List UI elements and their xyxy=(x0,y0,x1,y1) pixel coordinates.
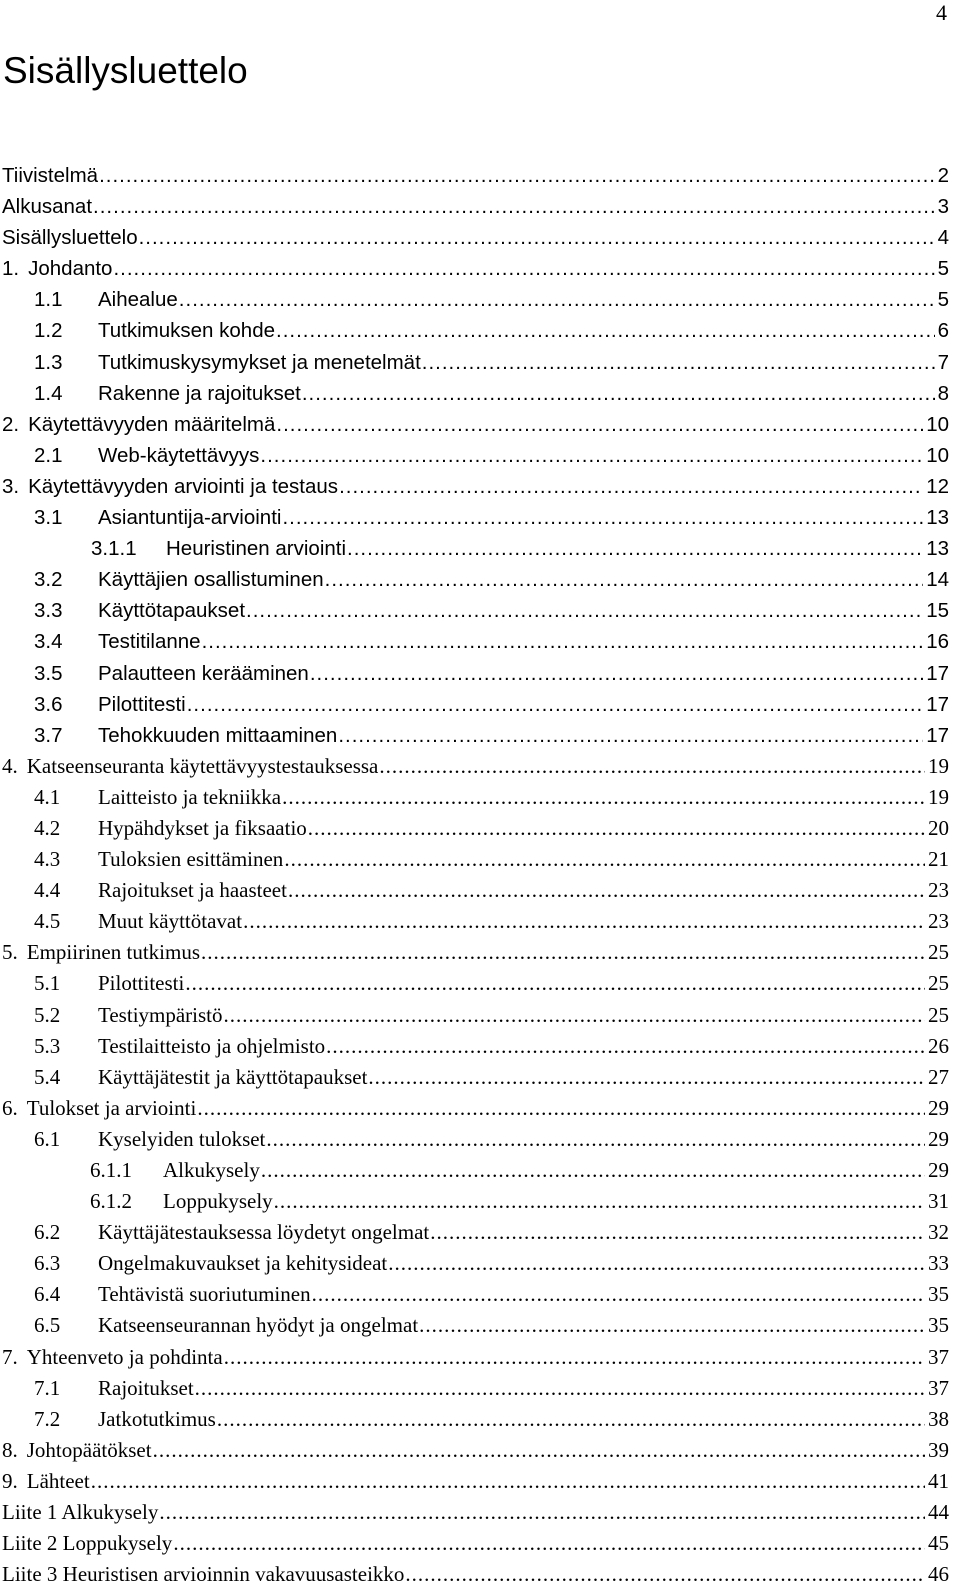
toc-entry-title: Rajoitukset xyxy=(98,1375,194,1400)
toc-entry-page: 17 xyxy=(926,661,949,685)
toc-entry[interactable] xyxy=(2,595,949,626)
toc-entry[interactable] xyxy=(2,1031,949,1062)
toc-entry-number: 1.1 xyxy=(34,288,63,312)
toc-entry-number: 1.4 xyxy=(34,381,63,405)
dot-leader xyxy=(419,1310,925,1341)
dot-leader xyxy=(276,315,935,346)
toc-entry-title: Rakenne ja rajoitukset xyxy=(98,381,301,405)
dot-leader xyxy=(405,1559,925,1590)
toc-entry[interactable] xyxy=(2,1124,949,1155)
dot-leader xyxy=(282,782,925,813)
toc-entry[interactable] xyxy=(2,1217,949,1248)
toc-entry[interactable] xyxy=(2,378,949,409)
toc-entry-title: Laitteisto ja tekniikka xyxy=(98,784,282,809)
toc-entry-title: Katseenseurannan hyödyt ja ongelmat xyxy=(98,1313,419,1338)
toc-entry[interactable] xyxy=(2,844,949,875)
toc-entry-page: 3 xyxy=(937,195,949,219)
toc-entry-page: 41 xyxy=(928,1468,949,1493)
dot-leader xyxy=(422,347,935,378)
toc-entry-number: 8. xyxy=(2,1437,18,1462)
dot-leader xyxy=(325,564,924,595)
toc-entry-title: Tehokkuuden mittaaminen xyxy=(98,723,338,747)
dot-leader xyxy=(197,1093,925,1124)
dot-leader xyxy=(266,1124,925,1155)
toc-entry-title: Muut käyttötavat xyxy=(98,909,243,934)
toc-entry-title: Liite 2 Loppukysely xyxy=(2,1531,173,1556)
toc-entry-title: Käyttäjätestauksessa löydetyt ongelmat xyxy=(98,1220,430,1245)
toc-entry-number: 6.5 xyxy=(34,1313,61,1338)
toc-entry-page: 13 xyxy=(926,506,949,530)
toc-entry-number: 3.2 xyxy=(34,568,63,592)
page-title: Sisällysluettelo xyxy=(3,50,248,91)
toc-entry[interactable] xyxy=(2,1404,949,1435)
toc-entry-title: Loppukysely xyxy=(163,1189,273,1214)
toc-entry-number: 3.4 xyxy=(34,630,63,654)
toc-entry-title: Tulokset ja arviointi xyxy=(26,1095,197,1120)
toc-entry-page: 7 xyxy=(937,350,949,374)
toc-entry-title: Hypähdykset ja fiksaatio xyxy=(98,815,307,840)
toc-entry-title: Tiivistelmä xyxy=(2,164,99,187)
toc-entry[interactable] xyxy=(2,1528,949,1559)
toc-entry-title: Alkukysely xyxy=(163,1158,260,1182)
toc-entry[interactable] xyxy=(2,191,949,222)
toc-entry[interactable] xyxy=(2,1497,949,1528)
toc-entry[interactable] xyxy=(2,564,949,595)
toc-entry[interactable] xyxy=(2,906,949,937)
toc-entry-number: 1.3 xyxy=(34,350,63,374)
toc-entry-title: Pilottitesti xyxy=(98,971,185,996)
toc-entry[interactable] xyxy=(2,1435,949,1466)
toc-entry-title: Yhteenveto ja pohdinta xyxy=(26,1344,223,1369)
toc-entry-page: 2 xyxy=(937,164,949,187)
toc-entry-page: 29 xyxy=(928,1158,949,1182)
dot-leader xyxy=(153,1435,925,1466)
toc-entry-title: Käytettävyyden arviointi ja testaus xyxy=(28,474,339,498)
toc-entry-page: 27 xyxy=(928,1064,949,1089)
toc-entry-number: 4. xyxy=(2,753,18,778)
toc-entry-title: Tuloksien esittäminen xyxy=(98,847,284,872)
toc-entry[interactable] xyxy=(2,937,949,968)
toc-entry-page: 5 xyxy=(937,257,949,281)
toc-entry[interactable] xyxy=(2,284,949,315)
dot-leader xyxy=(338,720,923,751)
toc-entry-title: Kyselyiden tulokset xyxy=(98,1126,266,1151)
dot-leader xyxy=(113,253,934,284)
dot-leader xyxy=(347,533,923,564)
toc-entry[interactable] xyxy=(2,1373,949,1404)
toc-entry-page: 20 xyxy=(928,815,949,840)
toc-entry-number: 7.2 xyxy=(34,1406,61,1431)
toc-entry-number: 6.1.2 xyxy=(90,1189,132,1214)
toc-entry-title: Pilottitesti xyxy=(98,692,186,716)
toc-entry-page: 37 xyxy=(928,1375,949,1400)
toc-entry-number: 5.3 xyxy=(34,1033,61,1058)
toc-entry-number: 6.1 xyxy=(34,1126,61,1151)
toc-entry-number: 2. xyxy=(2,412,20,436)
toc-entry-title: Lähteet xyxy=(26,1468,90,1493)
toc-entry[interactable] xyxy=(2,347,949,378)
toc-entry-page: 19 xyxy=(928,753,949,778)
dot-leader xyxy=(246,595,923,626)
toc-entry-page: 15 xyxy=(926,599,949,623)
toc-entry[interactable] xyxy=(2,1342,949,1373)
toc-entry-number: 7. xyxy=(2,1344,18,1369)
toc-entry-page: 4 xyxy=(937,226,949,250)
toc-entry[interactable] xyxy=(2,253,949,284)
toc-entry-page: 23 xyxy=(928,909,949,934)
toc-entry-number: 4.5 xyxy=(34,909,61,934)
toc-entry-page: 26 xyxy=(928,1033,949,1058)
toc-entry-number: 5. xyxy=(2,940,18,965)
toc-entry-number: 9. xyxy=(2,1468,18,1493)
dot-leader xyxy=(99,160,935,191)
toc-entry-number: 7.1 xyxy=(34,1375,61,1400)
toc-entry[interactable] xyxy=(2,315,949,346)
toc-entry[interactable] xyxy=(2,160,949,191)
toc-entry-title: Asiantuntija-arviointi xyxy=(98,506,282,530)
dot-leader xyxy=(217,1404,925,1435)
dot-leader xyxy=(187,689,923,720)
toc-entry[interactable] xyxy=(2,1466,949,1497)
toc-entry-title: Tutkimuksen kohde xyxy=(98,319,275,343)
toc-entry[interactable] xyxy=(2,440,949,471)
toc-entry-number: 4.3 xyxy=(34,847,61,872)
dot-leader xyxy=(202,626,924,657)
toc-entry[interactable] xyxy=(2,1310,949,1341)
dot-leader xyxy=(195,1373,925,1404)
toc-entry-title: Testiympäristö xyxy=(98,1002,223,1027)
toc-entry-title: Käytettävyyden määritelmä xyxy=(28,412,276,436)
toc-entry[interactable] xyxy=(2,626,949,657)
toc-entry-number: 3.1.1 xyxy=(91,537,137,561)
toc-entry-page: 8 xyxy=(937,381,949,405)
toc-entry-title: Käyttötapaukset xyxy=(98,599,246,623)
toc-entry[interactable] xyxy=(2,813,949,844)
toc-entry[interactable] xyxy=(2,1062,949,1093)
dot-leader xyxy=(159,1497,925,1528)
toc-entry-page: 45 xyxy=(928,1531,949,1556)
toc-entry-title: Alkusanat xyxy=(2,195,93,219)
toc-entry-page: 31 xyxy=(928,1189,949,1214)
toc-entry-number: 3.5 xyxy=(34,661,63,685)
toc-entry-number: 5.2 xyxy=(34,1002,61,1027)
toc-entry-page: 25 xyxy=(928,1002,949,1027)
toc-entry-number: 3.6 xyxy=(34,692,63,716)
toc-entry-number: 4.4 xyxy=(34,878,61,903)
toc-entry[interactable] xyxy=(2,471,949,502)
toc-entry-page: 13 xyxy=(926,537,949,561)
toc-entry-number: 2.1 xyxy=(34,443,63,467)
dot-leader xyxy=(261,1155,925,1186)
toc-entry-page: 29 xyxy=(928,1126,949,1151)
page-number: 4 xyxy=(936,0,947,25)
toc-entry[interactable] xyxy=(2,751,949,782)
toc-entry[interactable] xyxy=(2,782,949,813)
toc-entry[interactable] xyxy=(2,720,949,751)
toc-entry-number: 6.4 xyxy=(34,1282,61,1307)
toc-entry-number: 5.1 xyxy=(34,971,61,996)
toc-entry-page: 23 xyxy=(928,878,949,903)
toc-entry-page: 38 xyxy=(928,1406,949,1431)
toc-entry[interactable] xyxy=(2,875,949,906)
toc-entry-title: Heuristinen arviointi xyxy=(166,537,347,561)
dot-leader xyxy=(326,1031,925,1062)
toc-entry-page: 37 xyxy=(928,1344,949,1369)
toc-entry-title: Katseenseuranta käytettävyystestauksessa xyxy=(26,753,379,778)
toc-entry-number: 4.2 xyxy=(34,815,61,840)
toc-entry-page: 35 xyxy=(928,1313,949,1338)
toc-entry[interactable] xyxy=(2,658,949,689)
toc-entry-page: 14 xyxy=(926,568,949,592)
toc-entry-page: 44 xyxy=(928,1500,949,1525)
toc-entry-title: Jatkotutkimus xyxy=(98,1406,216,1431)
toc-entry-page: 17 xyxy=(926,692,949,716)
toc-entry-title: Liite 1 Alkukysely xyxy=(2,1500,159,1525)
toc-entry-title: Liite 3 Heuristisen arvioinnin vakavuusasteikko xyxy=(2,1562,405,1587)
table-of-contents xyxy=(2,160,949,1590)
toc-entry-page: 32 xyxy=(928,1220,949,1245)
toc-entry-page: 21 xyxy=(928,847,949,872)
toc-entry-page: 33 xyxy=(928,1251,949,1276)
toc-entry[interactable] xyxy=(2,1248,949,1279)
toc-entry-title: Testitilanne xyxy=(98,630,201,654)
toc-entry-page: 16 xyxy=(926,630,949,654)
toc-entry[interactable] xyxy=(2,222,949,253)
toc-entry-number: 6.2 xyxy=(34,1220,61,1245)
toc-entry-title: Käyttäjätestit ja käyttötapaukset xyxy=(98,1064,368,1089)
toc-entry-page: 35 xyxy=(928,1282,949,1307)
toc-entry-title: Ongelmakuvaukset ja kehitysideat xyxy=(98,1251,388,1276)
dot-leader xyxy=(173,1528,925,1559)
dot-leader xyxy=(339,471,923,502)
dot-leader xyxy=(243,906,925,937)
toc-entry-number: 3.1 xyxy=(34,506,63,530)
toc-entry-page: 6 xyxy=(937,319,949,343)
toc-entry-number: 4.1 xyxy=(34,784,61,809)
toc-entry-number: 1.2 xyxy=(34,319,63,343)
toc-entry-number: 3.3 xyxy=(34,599,63,623)
toc-entry-title: Aihealue xyxy=(98,288,178,312)
dot-leader xyxy=(302,378,935,409)
toc-entry-title: Empiirinen tutkimus xyxy=(26,940,200,965)
dot-leader xyxy=(224,1342,925,1373)
toc-entry-page: 46 xyxy=(928,1562,949,1587)
toc-entry-title: Rajoitukset ja haasteet xyxy=(98,878,287,903)
toc-entry-number: 6.3 xyxy=(34,1251,61,1276)
toc-entry[interactable] xyxy=(2,533,949,564)
toc-entry-title: Johtopäätökset xyxy=(26,1437,152,1462)
toc-entry[interactable] xyxy=(2,1559,949,1590)
toc-entry-title: Palautteen kerääminen xyxy=(98,661,309,685)
dot-leader xyxy=(93,191,935,222)
dot-leader xyxy=(91,1466,925,1497)
toc-entry-page: 29 xyxy=(928,1095,949,1120)
toc-entry-title: Johdanto xyxy=(28,257,113,281)
dot-leader xyxy=(430,1217,925,1248)
toc-entry[interactable] xyxy=(2,1155,949,1186)
toc-entry-title: Tehtävistä suoriutuminen xyxy=(98,1282,311,1307)
toc-entry[interactable] xyxy=(2,502,949,533)
toc-entry-number: 1. xyxy=(2,257,20,281)
toc-entry-page: 19 xyxy=(928,784,949,809)
dot-leader xyxy=(139,222,935,253)
dot-leader xyxy=(276,409,923,440)
toc-entry-page: 5 xyxy=(937,288,949,312)
toc-entry[interactable] xyxy=(2,1093,949,1124)
toc-entry-title: Sisällysluettelo xyxy=(2,226,138,250)
dot-leader xyxy=(179,284,935,315)
toc-entry-number: 5.4 xyxy=(34,1064,61,1089)
toc-entry-number: 3. xyxy=(2,474,20,498)
toc-entry-number: 3.7 xyxy=(34,723,63,747)
dot-leader xyxy=(379,751,925,782)
toc-entry-number: 6. xyxy=(2,1095,18,1120)
toc-entry[interactable] xyxy=(2,1279,949,1310)
toc-entry[interactable] xyxy=(2,409,949,440)
dot-leader xyxy=(201,937,925,968)
dot-leader xyxy=(388,1248,925,1279)
toc-entry-page: 25 xyxy=(928,940,949,965)
toc-entry-page: 10 xyxy=(926,412,949,436)
toc-entry-title: Tutkimuskysymykset ja menetelmät xyxy=(98,350,421,374)
toc-entry-page: 39 xyxy=(928,1437,949,1462)
dot-leader xyxy=(312,1279,925,1310)
toc-entry-page: 25 xyxy=(928,971,949,996)
toc-entry[interactable] xyxy=(2,1000,949,1031)
toc-entry-title: Käyttäjien osallistuminen xyxy=(98,568,324,592)
dot-leader xyxy=(282,502,923,533)
toc-entry[interactable] xyxy=(2,968,949,999)
toc-entry-title: Testilaitteisto ja ohjelmisto xyxy=(98,1033,326,1058)
toc-entry[interactable] xyxy=(2,689,949,720)
toc-entry-title: Web-käytettävyys xyxy=(98,443,260,467)
dot-leader xyxy=(224,1000,925,1031)
dot-leader xyxy=(274,1186,925,1217)
dot-leader xyxy=(260,440,923,471)
dot-leader xyxy=(288,875,925,906)
toc-entry-page: 12 xyxy=(926,474,949,498)
dot-leader xyxy=(310,658,923,689)
dot-leader xyxy=(368,1062,925,1093)
toc-entry-page: 17 xyxy=(926,723,949,747)
toc-entry-page: 10 xyxy=(926,443,949,467)
dot-leader xyxy=(308,813,925,844)
dot-leader xyxy=(284,844,925,875)
dot-leader xyxy=(185,968,925,999)
toc-entry-number: 6.1.1 xyxy=(90,1158,132,1182)
toc-entry[interactable] xyxy=(2,1186,949,1217)
